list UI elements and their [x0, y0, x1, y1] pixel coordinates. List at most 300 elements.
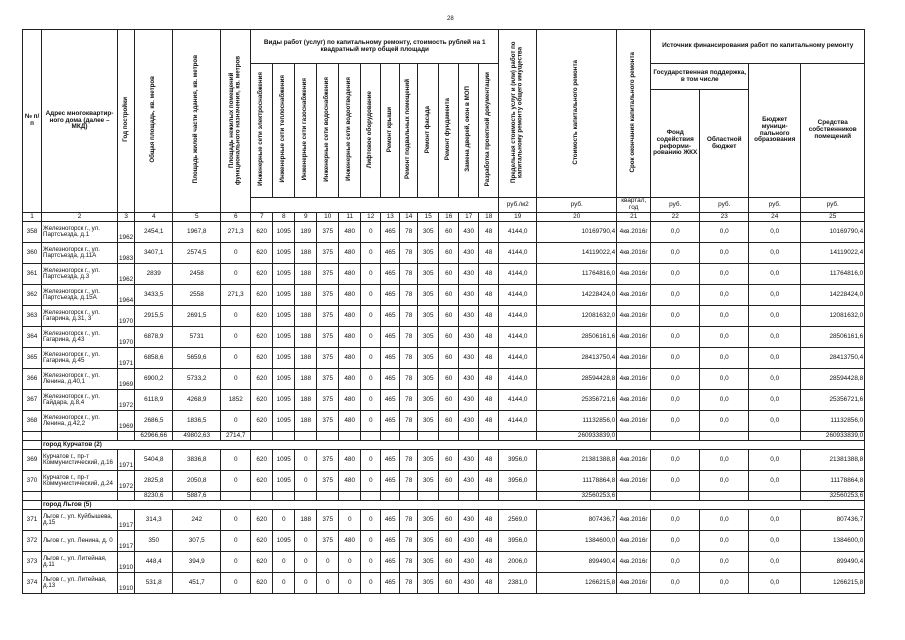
row-nonliving-area: 1852 — [221, 390, 251, 411]
row-work-cost: 430 — [459, 348, 479, 369]
column-number: 13 — [381, 213, 400, 222]
row-regional: 0,0 — [700, 450, 749, 471]
row-work-cost: 465 — [381, 369, 400, 390]
row-work-cost: 1095 — [273, 450, 295, 471]
row-living-area: 4268,9 — [173, 390, 221, 411]
table-row — [23, 369, 865, 390]
row-work-cost: 0 — [295, 552, 317, 573]
row-work-cost: 620 — [251, 573, 273, 594]
header-work-4: Инженерные сети водоснабжения — [323, 76, 331, 182]
row-work-cost: 375 — [317, 243, 339, 264]
row-owners: 21381388,8 — [801, 450, 865, 471]
row-living-area: 1967,8 — [173, 222, 221, 243]
row-work-cost: 78 — [400, 411, 418, 432]
row-repair-cost: 11178864,8 — [537, 471, 617, 492]
row-work-cost: 60 — [439, 411, 459, 432]
row-living-area: 5659,6 — [173, 348, 221, 369]
total-blank — [295, 432, 317, 441]
row-total-area: 2454,1 — [135, 222, 173, 243]
unit-max-cost: руб./м2 — [499, 198, 537, 213]
row-work-cost: 375 — [317, 411, 339, 432]
unit-owners: руб. — [801, 198, 865, 213]
row-municipal: 0,0 — [749, 222, 801, 243]
header-deadline: Срок окончания капитального ремонта — [629, 51, 637, 173]
row-work-cost: 0 — [361, 327, 381, 348]
header-work-8: Ремонт подвальных помещений — [404, 79, 412, 180]
row-work-cost: 78 — [400, 327, 418, 348]
row-max-cost: 4144,0 — [499, 327, 537, 348]
row-deadline: 4кв.2016г — [617, 450, 651, 471]
row-max-cost: 4144,0 — [499, 264, 537, 285]
row-total-area: 2686,5 — [135, 411, 173, 432]
row-year: 1917 — [118, 531, 135, 552]
column-numbers-row — [23, 213, 865, 222]
units-spacer — [251, 198, 499, 213]
header-work-9-cell — [418, 64, 439, 198]
row-work-cost: 480 — [339, 450, 361, 471]
header-total-area-cell — [135, 30, 173, 213]
total-blank — [459, 492, 479, 501]
row-total-area: 6878,9 — [135, 327, 173, 348]
column-number: 3 — [118, 213, 135, 222]
total-blank — [400, 432, 418, 441]
table-row — [23, 243, 865, 264]
row-work-cost: 0 — [361, 285, 381, 306]
row-deadline: 4кв.2016г — [617, 552, 651, 573]
row-work-cost: 305 — [418, 573, 439, 594]
row-work-cost: 480 — [339, 264, 361, 285]
column-number: 22 — [651, 213, 700, 222]
row-living-area: 2050,8 — [173, 471, 221, 492]
row-living-area: 394,9 — [173, 552, 221, 573]
row-work-cost: 48 — [479, 306, 499, 327]
row-work-cost: 480 — [339, 327, 361, 348]
row-work-cost: 48 — [479, 327, 499, 348]
row-work-cost: 465 — [381, 264, 400, 285]
row-work-cost: 1095 — [273, 327, 295, 348]
row-work-cost: 620 — [251, 243, 273, 264]
row-regional: 0,0 — [700, 306, 749, 327]
header-year: Год постройки — [121, 97, 129, 142]
total-area-sum: 8230,6 — [135, 492, 173, 501]
row-max-cost: 2006,0 — [499, 552, 537, 573]
row-work-cost: 465 — [381, 573, 400, 594]
row-living-area: 307,5 — [173, 531, 221, 552]
total-blank — [251, 432, 273, 441]
row-fund: 0,0 — [651, 390, 700, 411]
row-work-cost: 0 — [317, 573, 339, 594]
total-blank — [317, 432, 339, 441]
row-regional: 0,0 — [700, 369, 749, 390]
header-work-3-cell — [295, 64, 317, 198]
row-work-cost: 1095 — [273, 222, 295, 243]
row-year: 1917 — [118, 510, 135, 531]
row-work-cost: 1095 — [273, 390, 295, 411]
row-work-cost: 375 — [317, 222, 339, 243]
row-work-cost: 60 — [439, 369, 459, 390]
header-year-cell — [118, 30, 135, 213]
header-work-7: Ремонт крыши — [385, 106, 393, 152]
row-total-area: 2825,8 — [135, 471, 173, 492]
row-work-cost: 305 — [418, 285, 439, 306]
row-nonliving-area: 0 — [221, 348, 251, 369]
row-work-cost: 375 — [317, 348, 339, 369]
row-work-cost: 1095 — [273, 243, 295, 264]
header-work-1: Инженерные сети электроснабжения — [257, 72, 265, 187]
row-address: Железногорск г., ул. Партсъезда, д.11А — [42, 243, 118, 264]
row-work-cost: 620 — [251, 411, 273, 432]
row-work-cost: 48 — [479, 531, 499, 552]
column-number: 11 — [339, 213, 361, 222]
row-municipal: 0,0 — [749, 390, 801, 411]
row-work-cost: 60 — [439, 306, 459, 327]
header-work-9: Ремонт фасада — [423, 105, 431, 153]
row-work-cost: 620 — [251, 369, 273, 390]
row-year: 1972 — [118, 390, 135, 411]
header-living-area-cell — [173, 30, 221, 213]
row-number: 361 — [23, 264, 42, 285]
row-max-cost: 3956,0 — [499, 450, 537, 471]
row-max-cost: 4144,0 — [499, 411, 537, 432]
row-work-cost: 620 — [251, 348, 273, 369]
header-work-1-cell — [251, 64, 273, 198]
row-address: Льгов г., ул. Ленина, д. 0 — [42, 531, 118, 552]
row-work-cost: 430 — [459, 510, 479, 531]
column-number: 20 — [537, 213, 617, 222]
row-municipal: 0,0 — [749, 411, 801, 432]
header-work-12-cell — [479, 64, 499, 198]
header-work-7-cell — [381, 64, 400, 198]
row-deadline: 4кв.2016г — [617, 327, 651, 348]
row-work-cost: 430 — [459, 390, 479, 411]
row-number: 364 — [23, 327, 42, 348]
row-number: 371 — [23, 510, 42, 531]
row-work-cost: 60 — [439, 573, 459, 594]
total-blank — [339, 492, 361, 501]
total-blank — [749, 492, 801, 501]
header-work-11: Замена дверей, окон в МОП — [464, 86, 472, 173]
row-work-cost: 430 — [459, 450, 479, 471]
row-deadline: 4кв.2016г — [617, 390, 651, 411]
row-work-cost: 480 — [339, 222, 361, 243]
header-no: № п/п — [23, 30, 42, 213]
row-work-cost: 0 — [361, 531, 381, 552]
row-address: Железногорск г., ул. Ленина, д.40,1 — [42, 369, 118, 390]
row-municipal: 0,0 — [749, 531, 801, 552]
row-municipal: 0,0 — [749, 573, 801, 594]
row-work-cost: 0 — [295, 471, 317, 492]
row-repair-cost: 28594428,8 — [537, 369, 617, 390]
row-fund: 0,0 — [651, 510, 700, 531]
row-work-cost: 48 — [479, 285, 499, 306]
row-municipal: 0,0 — [749, 369, 801, 390]
row-work-cost: 1095 — [273, 306, 295, 327]
row-address: Железногорск г., ул. Партсъезда, д.15А — [42, 285, 118, 306]
total-blank — [479, 432, 499, 441]
row-work-cost: 430 — [459, 222, 479, 243]
row-address: Льгов г., ул. Куйбышева, д.15 — [42, 510, 118, 531]
row-work-cost: 1095 — [273, 348, 295, 369]
row-work-cost: 375 — [317, 369, 339, 390]
row-work-cost: 0 — [339, 573, 361, 594]
column-number: 18 — [479, 213, 499, 222]
row-max-cost: 2569,0 — [499, 510, 537, 531]
total-row — [23, 432, 865, 441]
row-year: 1964 — [118, 285, 135, 306]
header-work-2-cell — [273, 64, 295, 198]
total-blank — [23, 432, 42, 441]
column-number: 1 — [23, 213, 42, 222]
row-work-cost: 620 — [251, 471, 273, 492]
total-blank — [295, 492, 317, 501]
row-work-cost: 60 — [439, 243, 459, 264]
row-fund: 0,0 — [651, 327, 700, 348]
row-work-cost: 48 — [479, 552, 499, 573]
row-work-cost: 620 — [251, 327, 273, 348]
total-blank — [118, 432, 135, 441]
row-nonliving-area: 0 — [221, 327, 251, 348]
unit-deadline: квартал, год — [617, 198, 651, 213]
row-work-cost: 189 — [295, 222, 317, 243]
row-work-cost: 465 — [381, 222, 400, 243]
row-living-area: 2574,5 — [173, 243, 221, 264]
row-work-cost: 0 — [273, 552, 295, 573]
row-work-cost: 1095 — [273, 531, 295, 552]
table-row — [23, 348, 865, 369]
row-owners: 11764816,0 — [801, 264, 865, 285]
row-work-cost: 305 — [418, 243, 439, 264]
row-work-cost: 465 — [381, 450, 400, 471]
row-work-cost: 0 — [339, 510, 361, 531]
row-address: Льгов г., ул. Литейная, д.11 — [42, 552, 118, 573]
row-work-cost: 430 — [459, 552, 479, 573]
row-work-cost: 0 — [295, 450, 317, 471]
row-work-cost: 430 — [459, 471, 479, 492]
row-total-area: 6900,2 — [135, 369, 173, 390]
row-regional: 0,0 — [700, 411, 749, 432]
row-nonliving-area: 0 — [221, 306, 251, 327]
unit-regional: руб. — [700, 198, 749, 213]
row-work-cost: 48 — [479, 222, 499, 243]
total-blank — [617, 492, 651, 501]
row-fund: 0,0 — [651, 573, 700, 594]
row-regional: 0,0 — [700, 348, 749, 369]
total-blank — [439, 492, 459, 501]
row-work-cost: 480 — [339, 411, 361, 432]
row-work-cost: 0 — [361, 450, 381, 471]
row-deadline: 4кв.2016г — [617, 369, 651, 390]
row-deadline: 4кв.2016г — [617, 531, 651, 552]
row-owners: 11178864,8 — [801, 471, 865, 492]
row-work-cost: 375 — [317, 531, 339, 552]
row-work-cost: 430 — [459, 531, 479, 552]
row-work-cost: 78 — [400, 306, 418, 327]
row-address: Железногорск г., ул. Партсъезда, д.3 — [42, 264, 118, 285]
table-row — [23, 471, 865, 492]
row-work-cost: 375 — [317, 510, 339, 531]
row-work-cost: 465 — [381, 243, 400, 264]
row-repair-cost: 21381388,8 — [537, 450, 617, 471]
row-deadline: 4кв.2016г — [617, 573, 651, 594]
total-blank — [273, 492, 295, 501]
table-row — [23, 390, 865, 411]
row-work-cost: 465 — [381, 411, 400, 432]
header-nonliving-area-cell — [221, 30, 251, 213]
row-work-cost: 620 — [251, 306, 273, 327]
header-municipal: Бюджет муници-пального образования — [749, 64, 801, 198]
row-municipal: 0,0 — [749, 306, 801, 327]
row-work-cost: 60 — [439, 390, 459, 411]
row-work-cost: 188 — [295, 243, 317, 264]
row-work-cost: 465 — [381, 471, 400, 492]
row-work-cost: 78 — [400, 573, 418, 594]
total-area-sum: 62966,66 — [135, 432, 173, 441]
row-work-cost: 305 — [418, 531, 439, 552]
column-number: 6 — [221, 213, 251, 222]
row-nonliving-area: 0 — [221, 552, 251, 573]
row-deadline: 4кв.2016г — [617, 306, 651, 327]
row-number: 374 — [23, 573, 42, 594]
row-nonliving-area: 271,3 — [221, 222, 251, 243]
row-owners: 25356721,6 — [801, 390, 865, 411]
row-work-cost: 0 — [339, 552, 361, 573]
row-work-cost: 305 — [418, 306, 439, 327]
row-work-cost: 48 — [479, 471, 499, 492]
row-work-cost: 620 — [251, 510, 273, 531]
header-living-area: Площадь жилой части здания, кв. метров — [192, 55, 200, 184]
row-total-area: 2915,5 — [135, 306, 173, 327]
row-year: 1962 — [118, 222, 135, 243]
row-work-cost: 375 — [317, 306, 339, 327]
row-year: 1910 — [118, 573, 135, 594]
row-repair-cost: 12081632,0 — [537, 306, 617, 327]
row-work-cost: 430 — [459, 327, 479, 348]
header-work-6-cell — [361, 64, 381, 198]
row-repair-cost: 25356721,6 — [537, 390, 617, 411]
row-work-cost: 1095 — [273, 264, 295, 285]
row-work-cost: 48 — [479, 450, 499, 471]
column-number: 12 — [361, 213, 381, 222]
table-header — [23, 30, 865, 222]
total-blank — [361, 432, 381, 441]
row-work-cost: 78 — [400, 531, 418, 552]
row-fund: 0,0 — [651, 306, 700, 327]
row-work-cost: 0 — [361, 411, 381, 432]
row-address: Железногорск г., ул. Ленина, д.42,2 — [42, 411, 118, 432]
row-nonliving-area: 0 — [221, 450, 251, 471]
row-living-area: 3836,8 — [173, 450, 221, 471]
page-number: 28 — [447, 16, 454, 22]
row-regional: 0,0 — [700, 552, 749, 573]
row-work-cost: 465 — [381, 552, 400, 573]
row-work-cost: 60 — [439, 531, 459, 552]
row-work-cost: 188 — [295, 327, 317, 348]
row-municipal: 0,0 — [749, 552, 801, 573]
table-row — [23, 327, 865, 348]
column-number: 2 — [42, 213, 118, 222]
total-blank — [42, 492, 118, 501]
row-year: 1969 — [118, 411, 135, 432]
row-work-cost: 78 — [400, 450, 418, 471]
row-owners: 28594428,8 — [801, 369, 865, 390]
row-owners: 12081632,0 — [801, 306, 865, 327]
table-row — [23, 222, 865, 243]
row-nonliving-area: 0 — [221, 510, 251, 531]
repair-program-table — [22, 29, 865, 594]
row-total-area: 3433,5 — [135, 285, 173, 306]
row-nonliving-area: 0 — [221, 573, 251, 594]
row-municipal: 0,0 — [749, 285, 801, 306]
row-repair-cost: 1384600,0 — [537, 531, 617, 552]
row-owners: 28506161,6 — [801, 327, 865, 348]
header-regional: Областной бюджет — [700, 90, 749, 198]
row-address: Железногорск г., ул. Гагарина, д.43 — [42, 327, 118, 348]
total-blank — [418, 432, 439, 441]
total-blank — [700, 492, 749, 501]
unit-municipal: руб. — [749, 198, 801, 213]
table-row — [23, 510, 865, 531]
row-owners: 10169790,4 — [801, 222, 865, 243]
row-deadline: 4кв.2016г — [617, 510, 651, 531]
row-fund: 0,0 — [651, 285, 700, 306]
row-work-cost: 480 — [339, 390, 361, 411]
row-work-cost: 78 — [400, 552, 418, 573]
row-year: 1972 — [118, 471, 135, 492]
row-nonliving-area: 0 — [221, 264, 251, 285]
table-body — [23, 222, 865, 594]
row-municipal: 0,0 — [749, 510, 801, 531]
total-blank — [651, 492, 700, 501]
row-work-cost: 188 — [295, 285, 317, 306]
row-address: Железногорск г., ул. Гагарина, д.45 — [42, 348, 118, 369]
row-fund: 0,0 — [651, 531, 700, 552]
row-work-cost: 465 — [381, 348, 400, 369]
row-max-cost: 4144,0 — [499, 306, 537, 327]
row-deadline: 4кв.2016г — [617, 471, 651, 492]
row-work-cost: 48 — [479, 348, 499, 369]
row-max-cost: 3956,0 — [499, 471, 537, 492]
row-living-area: 5731 — [173, 327, 221, 348]
row-work-cost: 0 — [273, 510, 295, 531]
header-repair-cost: Стоимость капитального ремонта — [572, 59, 580, 165]
row-living-area: 451,7 — [173, 573, 221, 594]
row-year: 1971 — [118, 348, 135, 369]
column-number: 9 — [295, 213, 317, 222]
row-municipal: 0,0 — [749, 471, 801, 492]
row-work-cost: 375 — [317, 390, 339, 411]
row-number: 358 — [23, 222, 42, 243]
row-max-cost: 4144,0 — [499, 390, 537, 411]
total-blank — [617, 432, 651, 441]
row-work-cost: 188 — [295, 306, 317, 327]
row-number: 363 — [23, 306, 42, 327]
total-blank — [251, 492, 273, 501]
row-living-area: 5733,2 — [173, 369, 221, 390]
row-nonliving-area: 0 — [221, 531, 251, 552]
total-blank — [339, 432, 361, 441]
row-fund: 0,0 — [651, 264, 700, 285]
row-total-area: 2839 — [135, 264, 173, 285]
row-number: 373 — [23, 552, 42, 573]
row-work-cost: 305 — [418, 348, 439, 369]
row-work-cost: 78 — [400, 390, 418, 411]
total-blank — [118, 492, 135, 501]
row-work-cost: 305 — [418, 471, 439, 492]
row-year: 1970 — [118, 327, 135, 348]
header-work-12: Разработка проектной документации — [484, 71, 492, 187]
row-living-area: 1836,5 — [173, 411, 221, 432]
column-number: 4 — [135, 213, 173, 222]
